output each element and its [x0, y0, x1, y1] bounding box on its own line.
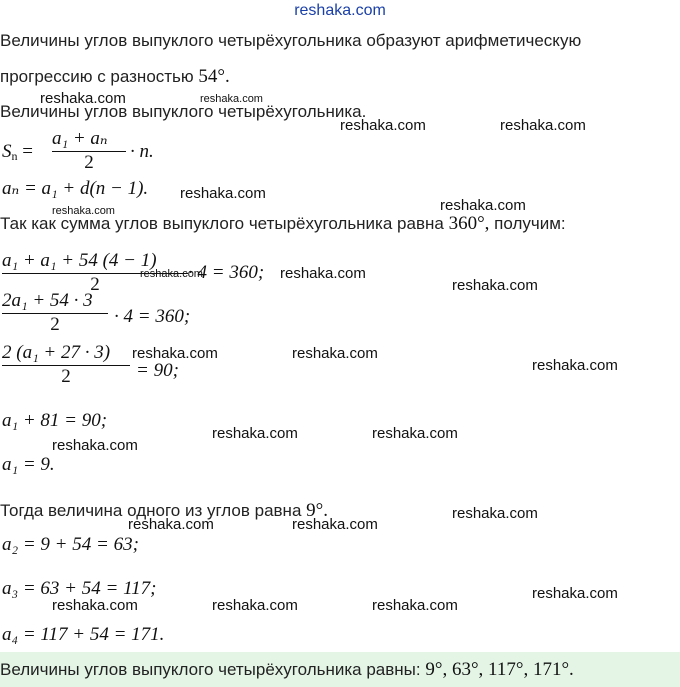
paragraph-first-angle: Тогда величина одного из углов равна 9°. — [0, 500, 328, 521]
equation-2-numerator: 2a₁ + 54 · 3 — [2, 290, 93, 311]
difference-value: 54°. — [198, 66, 230, 87]
answer-values: 9°, 63°, 117°, 171°. — [425, 659, 574, 680]
watermark: reshaka.com — [532, 585, 618, 602]
watermark: reshaka.com — [40, 90, 126, 107]
equation-2-denominator: 2 — [50, 314, 60, 335]
equation-4: a₁ + 81 = 90; — [2, 410, 108, 431]
watermark: reshaka.com — [340, 117, 426, 134]
watermark: reshaka.com — [500, 117, 586, 134]
watermark: reshaka.com — [372, 597, 458, 614]
watermark: reshaka.com — [212, 425, 298, 442]
watermark: reshaka.com — [280, 265, 366, 282]
watermark: reshaka.com — [292, 516, 378, 533]
first-angle-value: 9°. — [306, 500, 328, 521]
equation-a3: a₃ = 63 + 54 = 117; — [2, 578, 157, 599]
equation-3-tail: = 90; — [136, 360, 179, 381]
answer-text: Величины углов выпуклого четырёхугольника равны: 9°, 63°, 117°, 171°. — [0, 659, 574, 680]
paragraph-sum-angles: Так как сумма углов выпуклого четырёхугольника равна 360°, получим: — [0, 213, 566, 234]
equation-3-numerator: 2 (a₁ + 27 · 3) — [2, 342, 111, 363]
sum-value: 360°, — [448, 213, 490, 234]
watermark: reshaka.com — [200, 93, 263, 105]
formula-nth-term: aₙ = a₁ + d(n − 1). — [2, 178, 149, 199]
equation-5: a₁ = 9. — [2, 454, 55, 475]
watermark: reshaka.com — [452, 277, 538, 294]
equation-3-denominator: 2 — [61, 366, 71, 387]
formula-sum-numerator: a₁ + aₙ — [52, 128, 108, 149]
site-header-link[interactable]: reshaka.com — [294, 2, 386, 19]
answer-box — [0, 652, 680, 687]
equation-2-fraction — [2, 290, 108, 336]
formula-sum-fraction — [52, 127, 126, 174]
formula-sum-denominator: 2 — [84, 152, 94, 173]
watermark: reshaka.com — [532, 357, 618, 374]
watermark: reshaka.com — [372, 425, 458, 442]
formula-sum-lhs: $S_n$ = — [2, 141, 33, 163]
watermark: reshaka.com — [52, 597, 138, 614]
progression-text: прогрессию с разностью — [0, 67, 194, 86]
watermark: reshaka.com — [128, 516, 214, 533]
watermark: reshaka.com — [452, 505, 538, 522]
paragraph-progression — [0, 66, 230, 88]
watermark: reshaka.com — [52, 205, 115, 217]
equation-1-numerator: a₁ + a₁ + 54 (4 − 1) — [2, 250, 157, 271]
equation-a4: a₄ = 117 + 54 = 171. — [2, 624, 165, 645]
watermark: reshaka.com — [132, 345, 218, 362]
equation-a2: a₂ = 9 + 54 = 63; — [2, 534, 139, 555]
equation-1-denominator: 2 — [90, 274, 100, 295]
paragraph-angles: Величины углов выпуклого четырёхугольника. — [0, 102, 367, 121]
watermark: reshaka.com — [52, 437, 138, 454]
equation-1-tail: · 4 = 360; — [188, 262, 265, 283]
equation-2-tail: · 4 = 360; — [114, 306, 191, 327]
watermark: reshaka.com — [180, 185, 266, 202]
watermark: reshaka.com — [440, 197, 526, 214]
paragraph-intro: Величины углов выпуклого четырёхугольника образуют арифметическую — [0, 31, 582, 50]
watermark: reshaka.com — [292, 345, 378, 362]
formula-sum-tail: · n. — [130, 141, 154, 162]
watermark: reshaka.com — [212, 597, 298, 614]
equation-3-fraction — [2, 342, 130, 388]
watermark: reshaka.com — [140, 268, 203, 280]
